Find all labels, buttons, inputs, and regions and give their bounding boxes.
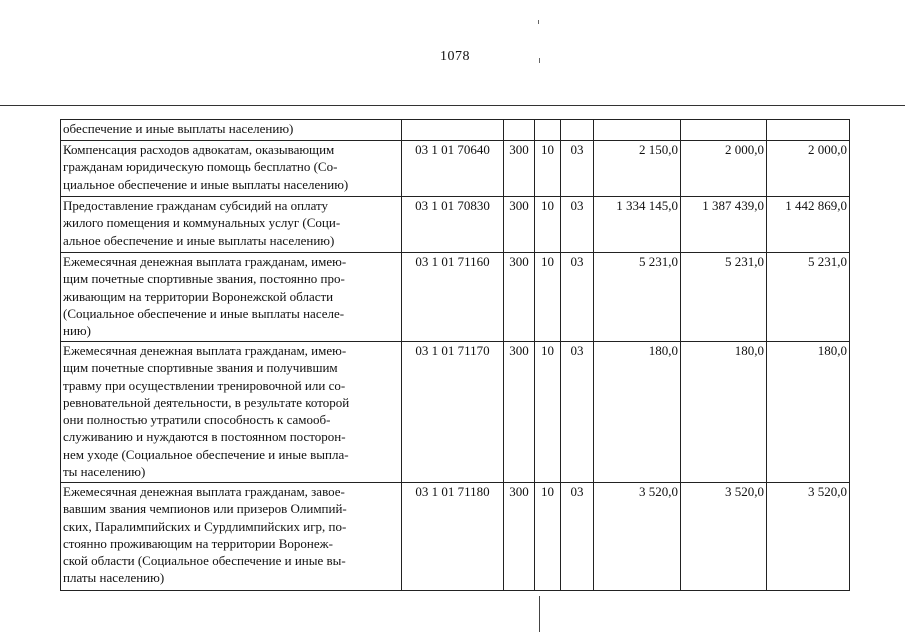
row-name-line: нем уходе (Социальное обеспечение и иные выпла- <box>63 446 349 462</box>
row-name-line: служиванию и нуждаются в постоянном посторон- <box>63 429 346 445</box>
row-amount-3 <box>767 120 850 141</box>
row-name-line: нию) <box>63 323 91 339</box>
row-name <box>61 253 402 342</box>
table-row <box>61 120 850 141</box>
page-number: 1078 <box>440 49 470 64</box>
row-name <box>61 141 402 197</box>
row-name-line: гражданам юридическую помощь бесплатно (Со- <box>63 159 338 175</box>
row-code: 03 1 01 70640 <box>402 141 504 197</box>
table-row <box>61 253 850 342</box>
row-code: 03 1 01 71170 <box>402 342 504 483</box>
row-name-line: ты населению) <box>63 464 146 480</box>
row-amount-1: 3 520,0 <box>594 483 681 591</box>
row-name-line: циальное обеспечение и иные выплаты населению) <box>63 176 349 192</box>
row-rz: 10 <box>535 141 561 197</box>
page-rule <box>0 105 905 106</box>
row-name-line: стоянно проживающим на территории Воронеж- <box>63 535 333 551</box>
row-amount-2: 5 231,0 <box>681 253 767 342</box>
row-name-line: ревновательной деятельности, в результате которой <box>63 394 350 410</box>
row-vr: 300 <box>504 342 535 483</box>
budget-table <box>60 119 850 591</box>
row-name-line: жилого помещения и коммунальных услуг (Соци- <box>63 215 341 231</box>
row-name-line: обеспечение и иные выплаты населению) <box>63 121 294 136</box>
row-name-line: травму при осуществлении тренировочной или со- <box>63 377 346 393</box>
row-name-line: платы населению) <box>63 570 165 586</box>
row-name-line: щим почетные спортивные звания и получившим <box>63 360 338 376</box>
row-pr <box>561 120 594 141</box>
row-name-line: Ежемесячная денежная выплата гражданам, завое- <box>63 484 345 499</box>
budget-table-body <box>61 120 850 591</box>
row-pr: 03 <box>561 483 594 591</box>
row-code: 03 1 01 71180 <box>402 483 504 591</box>
row-rz: 10 <box>535 483 561 591</box>
row-amount-1 <box>594 120 681 141</box>
row-name-line: Ежемесячная денежная выплата гражданам, имею- <box>63 343 347 358</box>
row-vr: 300 <box>504 483 535 591</box>
row-name-line: альное обеспечение и иные выплаты населению) <box>63 232 335 248</box>
row-name-line: щим почетные спортивные звания, постоянно про- <box>63 271 345 287</box>
row-vr: 300 <box>504 253 535 342</box>
row-code <box>402 120 504 141</box>
row-amount-2 <box>681 120 767 141</box>
table-row <box>61 197 850 253</box>
scan-mark <box>539 58 540 63</box>
row-name <box>61 342 402 483</box>
row-name-line: Ежемесячная денежная выплата гражданам, имею- <box>63 254 347 269</box>
row-rz: 10 <box>535 253 561 342</box>
row-vr <box>504 120 535 141</box>
row-pr: 03 <box>561 342 594 483</box>
row-amount-3: 2 000,0 <box>767 141 850 197</box>
row-amount-2: 1 387 439,0 <box>681 197 767 253</box>
row-name-line: вавшим звания чемпионов или призеров Олимпий- <box>63 501 347 517</box>
row-name <box>61 483 402 591</box>
row-name <box>61 120 402 141</box>
row-pr: 03 <box>561 253 594 342</box>
row-amount-1: 5 231,0 <box>594 253 681 342</box>
row-code: 03 1 01 70830 <box>402 197 504 253</box>
row-amount-3: 5 231,0 <box>767 253 850 342</box>
row-name-line: они полностью утратили способность к самооб- <box>63 412 331 428</box>
row-name-line: живающим на территории Воронежской области <box>63 288 334 304</box>
row-name-line: ских, Паралимпийских и Сурдлимпийских игр, по- <box>63 518 347 534</box>
table-row <box>61 342 850 483</box>
row-rz <box>535 120 561 141</box>
row-name-line: Компенсация расходов адвокатам, оказывающим <box>63 142 335 157</box>
row-name-line: Предоставление гражданам субсидий на оплату <box>63 198 329 213</box>
row-name-line: (Социальное обеспечение и иные выплаты населе- <box>63 305 345 321</box>
row-amount-1: 180,0 <box>594 342 681 483</box>
table-row <box>61 483 850 591</box>
row-rz: 10 <box>535 197 561 253</box>
table-row <box>61 141 850 197</box>
scan-mark <box>539 596 540 632</box>
row-amount-1: 2 150,0 <box>594 141 681 197</box>
scan-mark <box>538 20 539 24</box>
row-amount-2: 180,0 <box>681 342 767 483</box>
row-amount-2: 2 000,0 <box>681 141 767 197</box>
row-name <box>61 197 402 253</box>
row-code: 03 1 01 71160 <box>402 253 504 342</box>
row-pr: 03 <box>561 197 594 253</box>
row-vr: 300 <box>504 197 535 253</box>
row-pr: 03 <box>561 141 594 197</box>
row-amount-3: 180,0 <box>767 342 850 483</box>
row-amount-2: 3 520,0 <box>681 483 767 591</box>
row-vr: 300 <box>504 141 535 197</box>
row-name-line: ской области (Социальное обеспечение и иные вы- <box>63 553 346 569</box>
row-rz: 10 <box>535 342 561 483</box>
row-amount-3: 3 520,0 <box>767 483 850 591</box>
row-amount-1: 1 334 145,0 <box>594 197 681 253</box>
row-amount-3: 1 442 869,0 <box>767 197 850 253</box>
